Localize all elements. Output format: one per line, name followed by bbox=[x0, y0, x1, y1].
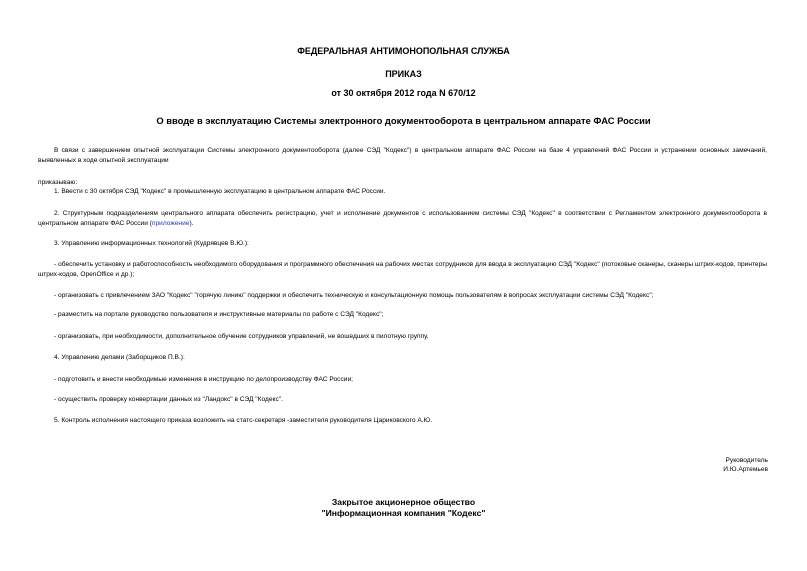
item-5: 5. Контроль исполнения настоящего приказа возложить на статс-секретаря -заместителя руководителя Цариковского А.Ю. bbox=[54, 417, 433, 424]
item-2-text: 2. Структурным подразделениям центрального аппарата обеспечить регистрацию, учет и исполнение документов с использованием системы СЭД "Кодекс" в соответствии с Регламентом электронного документооборота в центральном аппарате ФАС России ( bbox=[38, 210, 767, 227]
item-4-b: - осуществить проверку конвертации данных из "Ландокс" в СЭД "Кодекс". bbox=[54, 396, 283, 403]
order-type: ПРИКАЗ bbox=[385, 69, 422, 79]
footer-company-type: Закрытое акционерное общество bbox=[331, 497, 476, 507]
item-3: 3. Управлению информационных технологий (Кудрявцев В.Ю.): bbox=[54, 240, 249, 247]
order-word: приказываю: bbox=[38, 179, 78, 186]
item-3-a: - обеспечить установку и работоспособность необходимого оборудования и программного обеспечения на рабочих местах сотрудников для ввода в эксплуатацию СЭД "Кодекс" (потоковые сканеры, сканеры штрих-кодов, принтеры штрих-кодов, OpenOffice и др.); bbox=[38, 261, 767, 278]
item-2 bbox=[38, 209, 767, 229]
item-4-a: - подготовить и внести необходимые изменения в инструкцию по делопроизводству ФАС России; bbox=[54, 376, 353, 383]
signature-name: И.Ю.Артемьев bbox=[723, 466, 768, 473]
signature-title: Руководитель bbox=[725, 457, 768, 464]
order-date-number: от 30 октября 2012 года N 670/12 bbox=[331, 88, 476, 98]
item-3-c: - разместить на портале руководство пользователя и инструктивные материалы по работе с СЭД "Кодекс"; bbox=[54, 311, 384, 318]
order-subject: О вводе в эксплуатацию Системы электронного документооборота в центральном аппарате ФАС России bbox=[156, 115, 651, 126]
item-4: 4. Управлению делами (Заборщиков П.В.): bbox=[54, 354, 185, 361]
appendix-link[interactable]: приложение bbox=[151, 220, 190, 227]
item-3-d: - организовать, при необходимости, дополнительное обучение сотрудников управлений, не вошедших в пилотную группу. bbox=[54, 333, 429, 340]
preamble-paragraph: В связи с завершением опытной эксплуатации Системы электронного документооборота (далее СЭД "Кодекс") в центральном аппарате ФАС России на базе 4 управлений ФАС России и устранении основных замечаний, выявленных в ходе опытной эксплуатации bbox=[38, 147, 767, 164]
item-2-end: ). bbox=[189, 220, 194, 227]
item-3-b: - организовать с привлечением ЗАО "Кодекс" "горячую линию" поддержки и обеспечить техническую и консультационную помощь пользователям в вопросах эксплуатации системы СЭД "Кодекс"; bbox=[54, 292, 654, 299]
item-1: 1. Ввести с 30 октября СЭД "Кодекс" в промышленную эксплуатацию в центральном аппарате ФАС России. bbox=[54, 188, 386, 195]
footer-company-name: "Информационная компания "Кодекс" bbox=[321, 508, 486, 518]
agency-title: ФЕДЕРАЛЬНАЯ АНТИМОНОПОЛЬНАЯ СЛУЖБА bbox=[297, 46, 510, 56]
